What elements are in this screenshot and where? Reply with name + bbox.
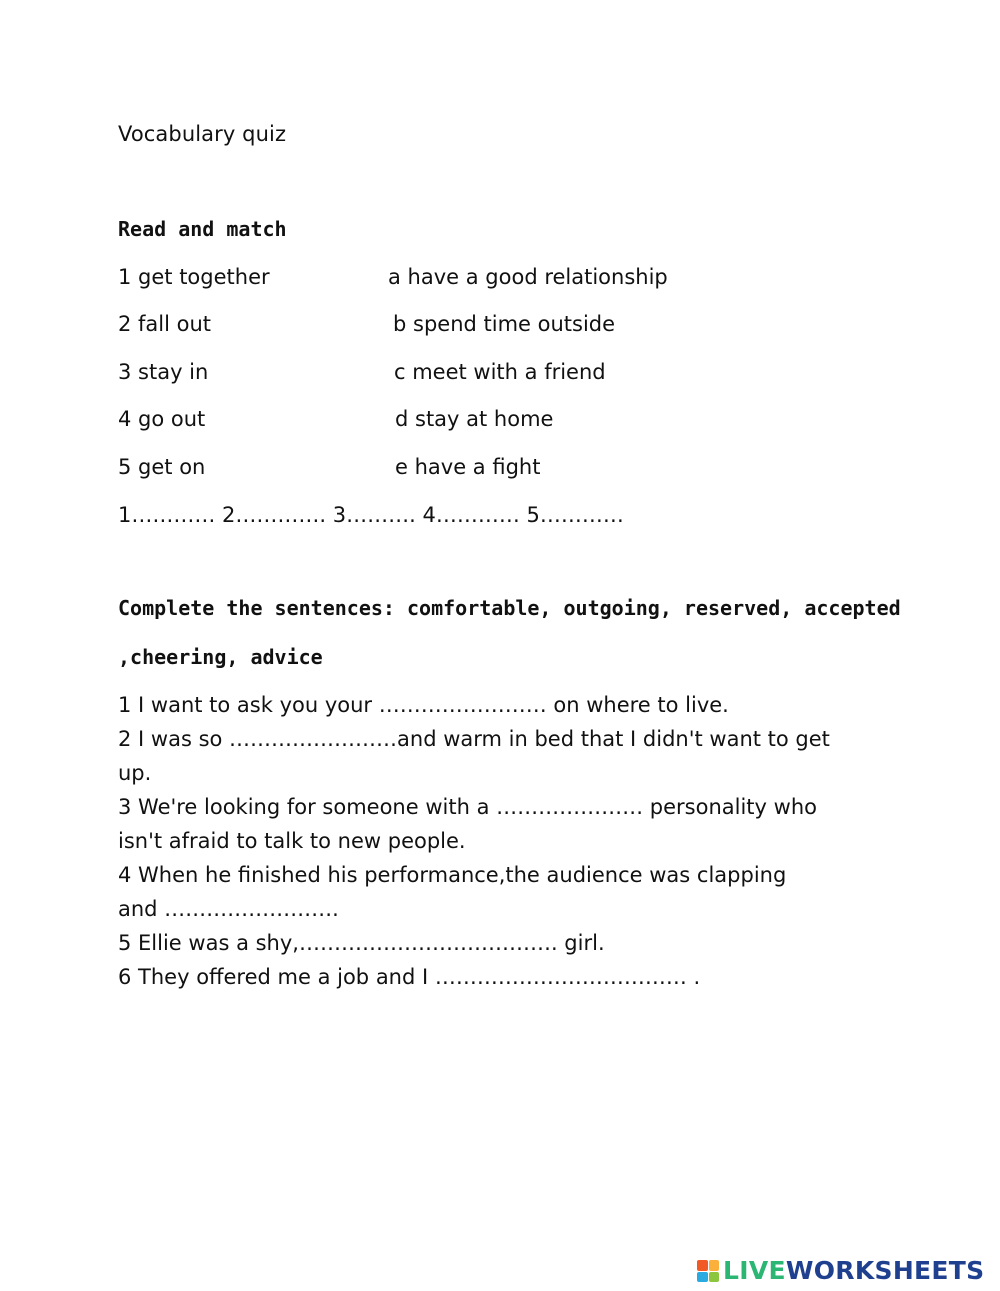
sentence-line[interactable]: 1 I want to ask you your …………………… on where to live. — [118, 693, 729, 717]
complete-section-heading: Complete the sentences: comfortable, outgoing, reserved, accepted — [118, 596, 901, 620]
logo-square — [709, 1260, 720, 1271]
sentence-line: up. — [118, 761, 152, 785]
match-row — [118, 263, 818, 291]
sentence-line: isn't afraid to talk to new people. — [118, 829, 466, 853]
logo-square — [697, 1272, 708, 1283]
match-definition: b spend time outside — [393, 312, 616, 336]
sentence-line[interactable]: 3 We're looking for someone with a ………………… personality who — [118, 795, 817, 819]
match-row — [118, 405, 818, 433]
liveworksheets-logo-icon — [697, 1260, 719, 1282]
match-row — [118, 453, 818, 481]
complete-section-heading-continued: ,cheering, advice — [118, 645, 323, 669]
sentence-line[interactable]: 5 Ellie was a shy,………………………………. girl. — [118, 931, 605, 955]
match-definition: e have a fight — [395, 455, 541, 479]
sentence-list — [118, 688, 878, 994]
logo-square — [697, 1260, 708, 1271]
match-definition: d stay at home — [395, 407, 554, 431]
logo-square — [709, 1272, 720, 1283]
match-definition: c meet with a friend — [394, 360, 606, 384]
match-row — [118, 310, 818, 338]
match-term: 1 get together — [118, 265, 270, 289]
match-term: 2 fall out — [118, 312, 212, 336]
match-term: 5 get on — [118, 455, 206, 479]
logo-text-live: LIVE — [723, 1256, 786, 1285]
sentence-line[interactable]: 6 They offered me a job and I ……………………………… . — [118, 965, 701, 989]
match-answer-blanks[interactable]: 1………… 2…………. 3………. 4………… 5………… — [118, 503, 624, 527]
logo-text-worksheets: WORKSHEETS — [785, 1256, 985, 1285]
match-row — [118, 358, 818, 386]
liveworksheets-logo — [697, 1256, 984, 1286]
sentence-line[interactable]: and ……………………. — [118, 897, 339, 921]
match-term: 3 stay in — [118, 360, 209, 384]
match-term: 4 go out — [118, 407, 206, 431]
worksheet-title: Vocabulary quiz — [118, 122, 287, 146]
match-section-heading: Read and match — [118, 217, 287, 241]
match-definition: a have a good relationship — [388, 265, 668, 289]
sentence-line[interactable]: 2 I was so ……………………and warm in bed that I didn't want to get — [118, 727, 830, 751]
sentence-line: 4 When he finished his performance,the audience was clapping — [118, 863, 787, 887]
